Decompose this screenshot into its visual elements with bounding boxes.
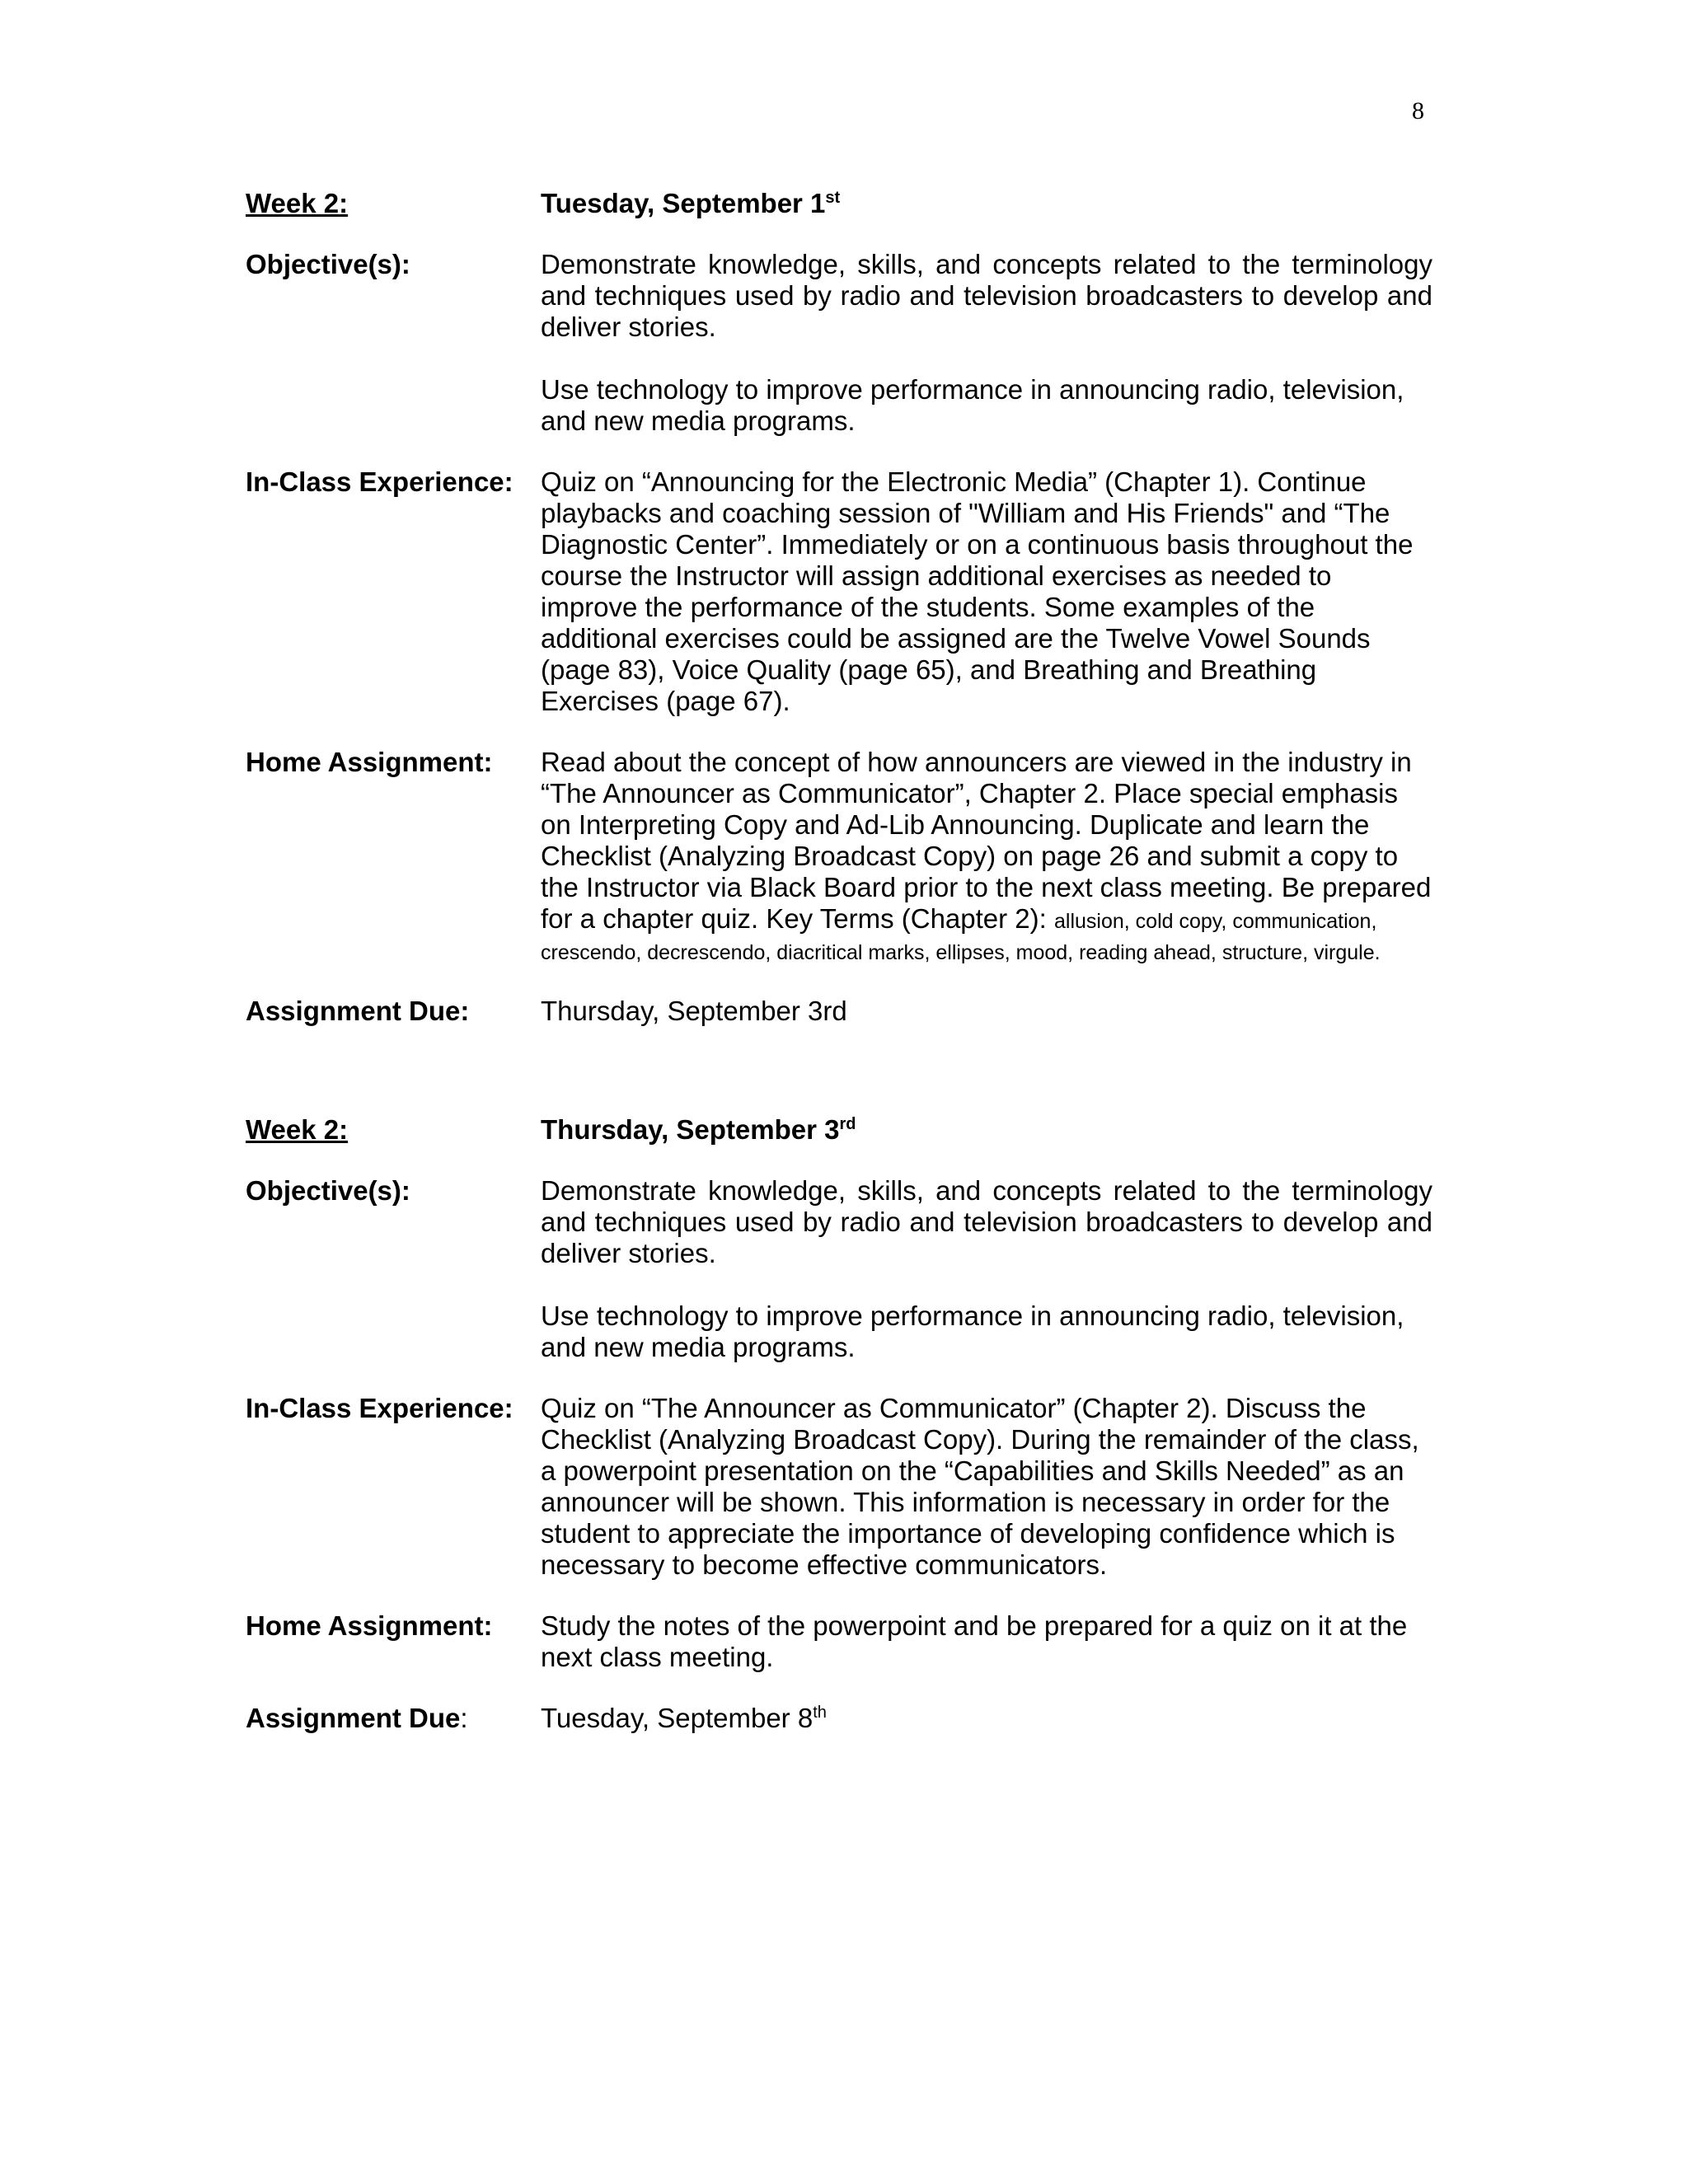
assignment-due-label: Assignment Due: bbox=[246, 1703, 468, 1733]
home-assignment-text: Read about the concept of how announcers are viewed in the industry in “The Announcer as Communicator”, Chapter 2. Place special emphasis on Interpreting Copy and Ad-Lib Announcing. Duplicate and learn the Checklist (Analyzing Broadcast Copy) on page 26 and submit a copy to the Instructor via Black Board prior to the next class meeting. Be prepared for a chapter quiz. Key Terms (Chapter 2): bbox=[541, 747, 1432, 934]
in-class-text: Quiz on “The Announcer as Communicator” (Chapter 2). Discuss the Checklist (Analyzing Broadcast Copy). During the remainder of the class, a powerpoint presentation on the “Capabilities and Skills Needed” as an announcer will be shown. This information is necessary in order for the student to appreciate the importance of developing confidence which is necessary to become effective communicators. bbox=[541, 1393, 1419, 1580]
home-assignment-value bbox=[541, 747, 1432, 966]
objectives-label: Objective(s): bbox=[246, 249, 410, 279]
home-assignment-row bbox=[246, 747, 1432, 966]
in-class-row bbox=[246, 466, 1432, 717]
in-class-label: In-Class Experience: bbox=[246, 1393, 513, 1423]
week-header bbox=[246, 188, 1432, 219]
home-assignment-text: Study the notes of the powerpoint and be prepared for a quiz on it at the next class meeting. bbox=[541, 1610, 1408, 1672]
objective-text: Use technology to improve performance in announcing radio, television, and new media programs. bbox=[541, 374, 1404, 436]
assignment-due-row bbox=[246, 1703, 1432, 1734]
in-class-row bbox=[246, 1393, 1432, 1581]
date-suffix: st bbox=[825, 189, 841, 207]
objective-text: Use technology to improve performance in announcing radio, television, and new media programs. bbox=[541, 1301, 1404, 1362]
objective-text: Demonstrate knowledge, skills, and concepts related to the terminology and techniques used by radio and television broadcasters to develop and deliver stories. bbox=[541, 249, 1432, 342]
date-suffix: rd bbox=[839, 1115, 856, 1133]
week-date: Tuesday, September 1st bbox=[541, 188, 841, 218]
objectives-row bbox=[246, 1175, 1432, 1363]
assignment-due-text: Tuesday, September 8th bbox=[541, 1703, 827, 1733]
objectives-value bbox=[541, 1175, 1432, 1363]
date-suffix: th bbox=[813, 1704, 827, 1722]
week-header bbox=[246, 1114, 1432, 1146]
page-number: 8 bbox=[1412, 97, 1424, 124]
assignment-due-label: Assignment Due: bbox=[246, 996, 470, 1026]
week-label: Week 2: bbox=[246, 1114, 349, 1145]
key-terms: allusion, cold copy, communication, crescendo, decrescendo, diacritical marks, ellipses, mood, reading ahead, structure, virgule. bbox=[541, 910, 1381, 964]
objectives-row bbox=[246, 249, 1432, 437]
week-block-thursday bbox=[246, 1114, 1432, 1734]
home-assignment-label: Home Assignment: bbox=[246, 747, 493, 777]
week-date: Thursday, September 3rd bbox=[541, 1114, 856, 1145]
objective-text: Demonstrate knowledge, skills, and concepts related to the terminology and techniques used by radio and television broadcasters to develop and deliver stories. bbox=[541, 1175, 1432, 1268]
home-assignment-label: Home Assignment: bbox=[246, 1610, 493, 1641]
in-class-label: In-Class Experience: bbox=[246, 466, 513, 497]
week-block-tuesday bbox=[246, 188, 1432, 1027]
objectives-label: Objective(s): bbox=[246, 1175, 410, 1206]
objectives-value bbox=[541, 249, 1432, 437]
home-assignment-row bbox=[246, 1610, 1432, 1673]
week-label: Week 2: bbox=[246, 188, 349, 218]
in-class-text: Quiz on “Announcing for the Electronic Media” (Chapter 1). Continue playbacks and coaching session of "William and His Friends" and “The Diagnostic Center”. Immediately or on a continuous basis throughout the course the Instructor will assign additional exercises as needed to improve the performance of the students. Some examples of the additional exercises could be assigned are the Twelve Vowel Sounds (page 83), Voice Quality (page 65), and Breathing and Breathing Exercises (page 67). bbox=[541, 466, 1414, 716]
assignment-due-text: Thursday, September 3rd bbox=[541, 996, 847, 1026]
assignment-due-row bbox=[246, 996, 1432, 1027]
